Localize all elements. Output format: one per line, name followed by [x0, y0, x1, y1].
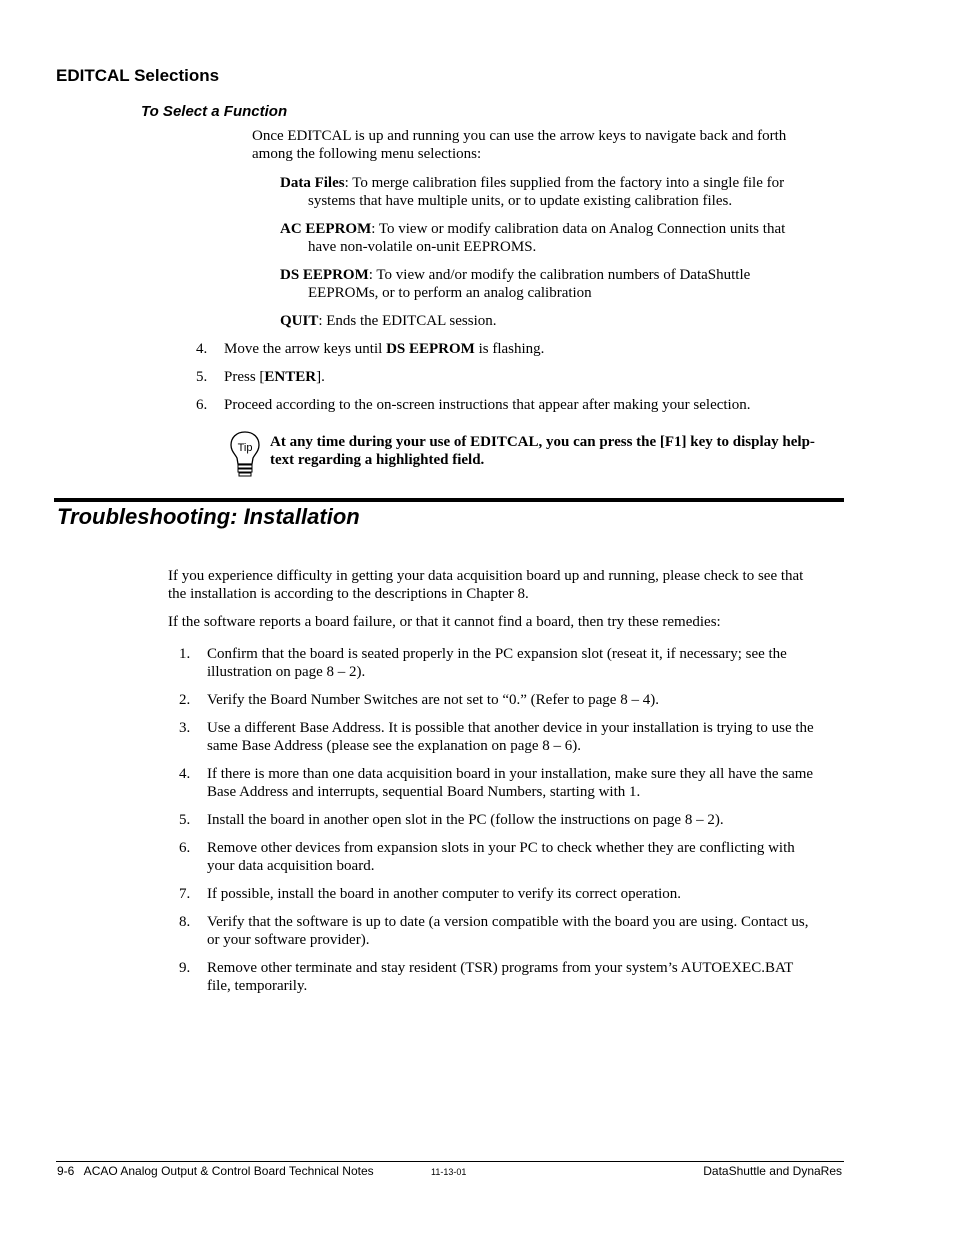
svg-text:Tip: Tip: [237, 442, 253, 454]
list-item: Use a different Base Address. It is possible that another device in your installation is trying to use the same Base Address (please see the explanation on page 8 – 6).: [207, 720, 814, 754]
troubleshooting-paragraph: If you experience difficulty in getting your data acquisition board up and running, please check to see that the installation is according to the descriptions in Chapter 8.: [168, 568, 804, 602]
list-number: 3.: [179, 720, 191, 736]
list-item: Verify the Board Number Switches are not set to “0.” (Refer to page 8 – 4).: [207, 692, 659, 708]
intro-paragraph: Once EDITCAL is up and running you can use the arrow keys to navigate back and forth among the following menu selections:: [252, 128, 787, 162]
step-number: 5.: [196, 369, 208, 385]
section-heading-editcal: EDITCAL Selections: [56, 66, 220, 85]
section-divider: [54, 498, 844, 502]
list-item: Install the board in another open slot in the PC (follow the instructions on page 8 – 2).: [207, 812, 724, 828]
list-number: 5.: [179, 812, 191, 828]
step-text: Proceed according to the on-screen instructions that appear after making your selection.: [224, 397, 751, 413]
menu-item-ds-eeprom: DS EEPROM: To view and/or modify the calibration numbers of DataShuttle EEPROMs, or to perform an analog calibration: [280, 267, 751, 301]
list-number: 9.: [179, 960, 191, 976]
step-number: 6.: [196, 397, 208, 413]
step-text: Press [ENTER].: [224, 369, 325, 385]
footer-right: DataShuttle and DynaRes: [703, 1164, 842, 1178]
subheading-select-function: To Select a Function: [141, 103, 288, 120]
list-number: 4.: [179, 766, 191, 782]
lightbulb-tip-icon: [229, 430, 261, 480]
list-number: 1.: [179, 646, 191, 662]
menu-item-quit: QUIT: Ends the EDITCAL session.: [280, 313, 497, 329]
footer-date: 11-13-01: [431, 1167, 467, 1177]
list-number: 8.: [179, 914, 191, 930]
step-number: 4.: [196, 341, 208, 357]
footer-rule: [56, 1161, 844, 1162]
list-item: Verify that the software is up to date (a version compatible with the board you are using. Contact us, or your software provider).: [207, 914, 809, 948]
list-item: Remove other devices from expansion slots in your PC to check whether they are conflicting with your data acquisition board.: [207, 840, 795, 874]
troubleshooting-paragraph: If the software reports a board failure, or that it cannot find a board, then try these remedies:: [168, 614, 721, 630]
section-heading-troubleshooting: Troubleshooting: Installation: [57, 504, 360, 529]
list-item: If there is more than one data acquisition board in your installation, make sure they all have the same Base Address and interrupts, sequential Board Numbers, starting with 1.: [207, 766, 814, 800]
footer-left: 9-6 ACAO Analog Output & Control Board Technical Notes: [57, 1164, 374, 1178]
list-item: Confirm that the board is seated properly in the PC expansion slot (reseat it, if necessary; see the illustration on page 8 – 2).: [207, 646, 787, 680]
list-number: 2.: [179, 692, 191, 708]
list-item: If possible, install the board in another computer to verify its correct operation.: [207, 886, 682, 902]
list-number: 6.: [179, 840, 191, 856]
list-item: Remove other terminate and stay resident (TSR) programs from your system’s AUTOEXEC.BAT file, temporarily.: [207, 960, 794, 994]
menu-item-data-files: Data Files: To merge calibration files supplied from the factory into a single file for systems that have multiple units, or to update existing calibration files.: [280, 175, 785, 209]
step-text: Move the arrow keys until DS EEPROM is flashing.: [224, 341, 545, 357]
tip-text: At any time during your use of EDITCAL, you can press the [F1] key to display help- text regarding a highlighted field.: [270, 434, 815, 468]
list-number: 7.: [179, 886, 191, 902]
menu-item-ac-eeprom: AC EEPROM: To view or modify calibration data on Analog Connection units that have non-volatile on-unit EEPROMS.: [280, 221, 786, 255]
